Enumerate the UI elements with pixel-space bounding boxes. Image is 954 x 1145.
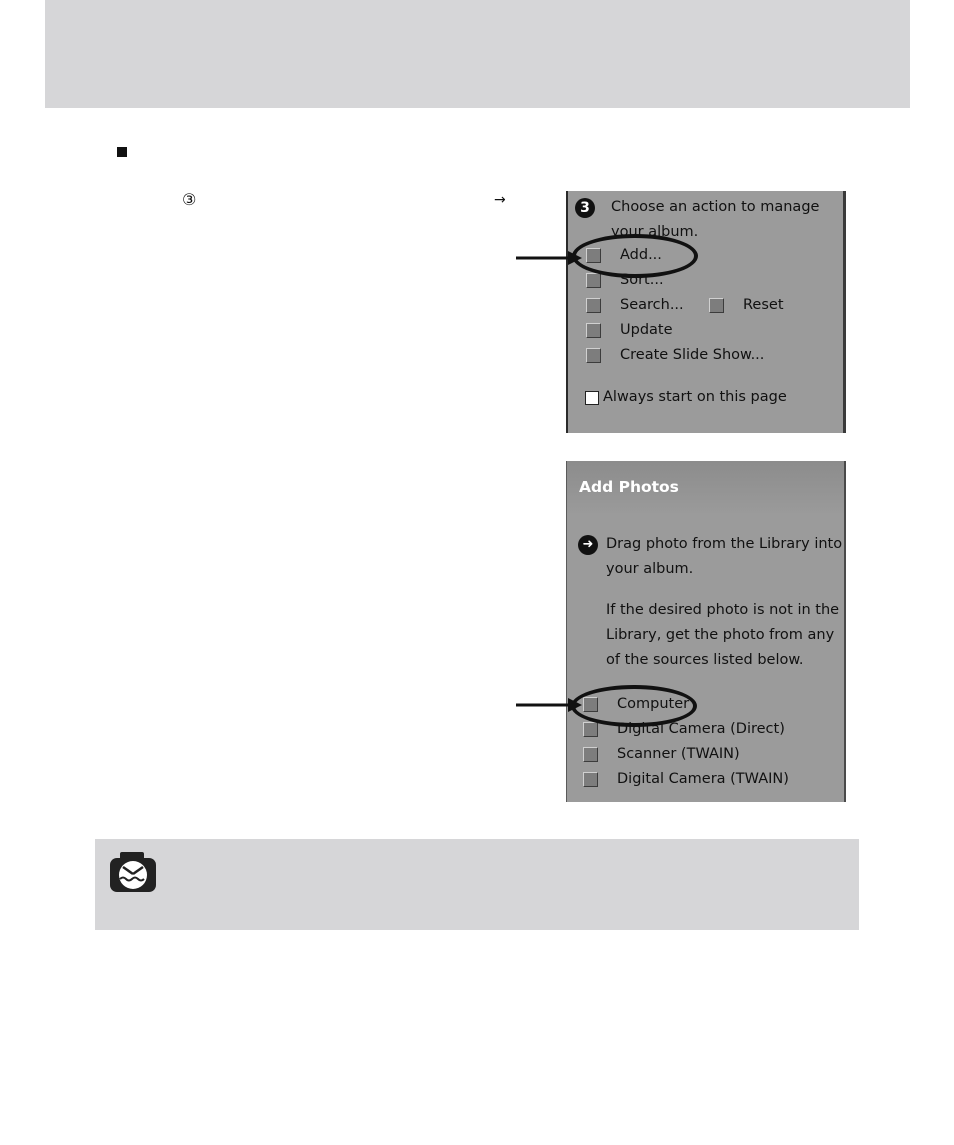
note-box — [95, 839, 859, 930]
always-start-row[interactable] — [568, 385, 843, 410]
header-band — [45, 0, 910, 108]
sources-note: If the desired photo is not in the Library, get the photo from any of the sources listed below. — [606, 602, 840, 668]
source-camera-direct[interactable] — [567, 717, 844, 742]
camera-twain-label[interactable]: Digital Camera (TWAIN) — [617, 771, 789, 787]
add-button[interactable] — [586, 248, 601, 263]
scanner-label[interactable]: Scanner (TWAIN) — [617, 746, 740, 762]
source-scanner[interactable] — [567, 742, 844, 767]
action-add[interactable] — [568, 243, 843, 268]
source-camera-twain[interactable] — [567, 767, 844, 792]
album-actions-panel — [566, 191, 846, 433]
reset-button[interactable] — [709, 298, 724, 313]
search-button[interactable] — [586, 298, 601, 313]
step-arrow: → — [494, 192, 506, 208]
computer-label[interactable]: Computer — [617, 696, 690, 712]
sort-label[interactable]: Sort... — [620, 272, 664, 288]
sort-button[interactable] — [586, 273, 601, 288]
action-search[interactable] — [568, 293, 843, 318]
always-start-checkbox[interactable] — [585, 391, 599, 405]
section-bullet — [117, 147, 127, 157]
slideshow-button[interactable] — [586, 348, 601, 363]
scanner-button[interactable] — [583, 747, 598, 762]
computer-button[interactable] — [583, 697, 598, 712]
action-sort[interactable] — [568, 268, 843, 293]
step-number: ③ — [182, 190, 197, 209]
search-label[interactable]: Search... — [620, 297, 684, 313]
camera-direct-label[interactable]: Digital Camera (Direct) — [617, 721, 785, 737]
drag-instruction: Drag photo from the Library into your album. — [606, 536, 843, 577]
add-photos-panel — [566, 461, 846, 802]
reset-label[interactable]: Reset — [743, 297, 784, 313]
slideshow-label[interactable]: Create Slide Show... — [620, 347, 765, 363]
arrow-right-circle-icon: ➜ — [578, 535, 598, 555]
step-instruction: Choose an action to manage your album. — [611, 199, 820, 240]
source-computer[interactable] — [567, 692, 844, 717]
action-update[interactable] — [568, 318, 843, 343]
action-slideshow[interactable] — [568, 343, 843, 368]
update-label[interactable]: Update — [620, 322, 673, 338]
add-photos-title: Add Photos — [579, 478, 679, 496]
add-label[interactable]: Add... — [620, 247, 662, 263]
camera-twain-button[interactable] — [583, 772, 598, 787]
camera-direct-button[interactable] — [583, 722, 598, 737]
always-start-label[interactable]: Always start on this page — [603, 389, 787, 405]
camera-note-icon — [108, 850, 158, 894]
step-3-badge-icon: 3 — [575, 198, 595, 218]
update-button[interactable] — [586, 323, 601, 338]
